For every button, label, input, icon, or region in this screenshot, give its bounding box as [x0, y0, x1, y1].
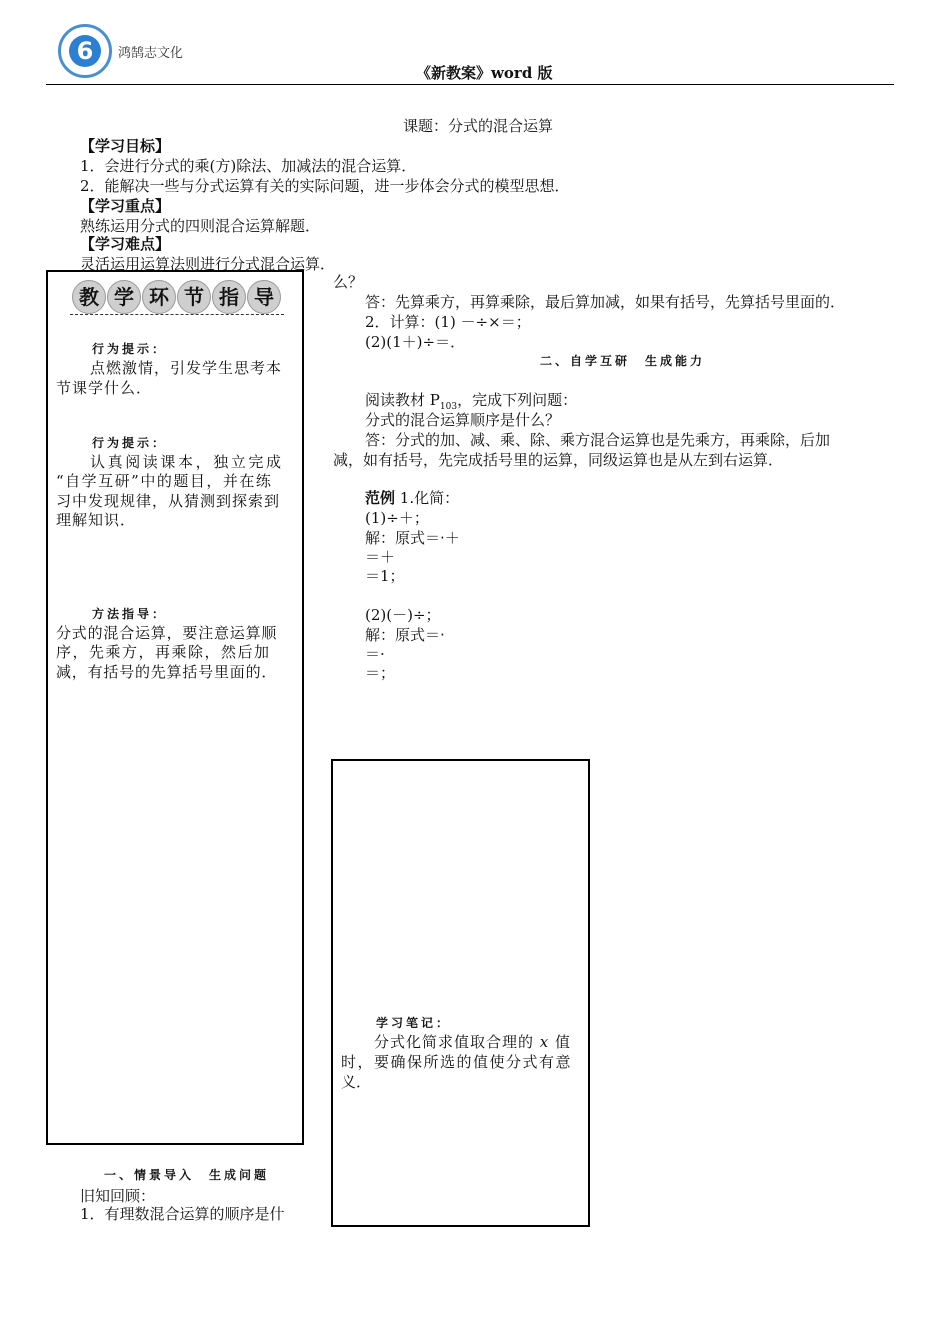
banner-char: 指	[212, 280, 246, 314]
review-question-1: 1．有理数混合运算的顺序是什	[80, 1205, 285, 1223]
banner-char: 环	[142, 280, 176, 314]
example-p2-step: 解：原式＝·	[365, 626, 445, 644]
notes-line1-pre: 分式化简求值取合理的	[374, 1033, 540, 1051]
logo-mark: 6	[69, 35, 101, 67]
example-p2-step: ＝·	[365, 645, 385, 663]
study-notes-box	[331, 759, 590, 1227]
lesson-title: 课题：分式的混合运算	[403, 117, 554, 135]
tip3-line: 减，有括号的先算括号里面的．	[56, 663, 278, 681]
header-divider	[46, 84, 894, 85]
tip2-line: “自学互研”中的题目，并在练	[56, 472, 273, 490]
example-label: 范例	[365, 489, 396, 507]
teaching-guide-banner	[72, 280, 282, 314]
example-label-rest: 1.化简：	[395, 489, 460, 507]
order-question: 分式的混合运算顺序是什么？	[365, 411, 561, 429]
tip1-line: 节课学什么．	[56, 379, 153, 397]
notes-title: 学习笔记：	[376, 1016, 452, 1030]
notes-line: 义．	[341, 1073, 372, 1091]
logo	[58, 24, 112, 78]
tip1-line: 点燃激情，引发学生思考本	[90, 359, 283, 377]
focus-heading: 【学习重点】	[80, 197, 171, 215]
tip3-title: 方法指导：	[92, 607, 168, 621]
banner-divider	[70, 314, 284, 315]
review-question-2b: (2)(1＋)÷＝．	[365, 333, 466, 351]
banner-char: 导	[247, 280, 281, 314]
read-page-number: 103	[439, 402, 458, 412]
example-p2-question: (2)(－)÷；	[365, 606, 441, 624]
tip3-line: 分式的混合运算，要注意运算顺	[56, 624, 278, 642]
review-question-1-cont: 么？	[333, 273, 364, 291]
tip2-line: 习中发现规律，从猜测到探索到	[56, 492, 281, 510]
banner-char: 节	[177, 280, 211, 314]
tip3-line: 序，先乘方，再乘除，然后加	[56, 643, 271, 661]
tip1-title: 行为提示：	[92, 342, 168, 356]
example-p1-step: 解：原式＝·＋	[365, 529, 460, 547]
notes-variable: x	[539, 1033, 550, 1051]
read-post: ，完成下列问题：	[457, 391, 578, 409]
notes-line: 时，要确保所选的值使分式有意	[341, 1053, 573, 1071]
goals-heading: 【学习目标】	[80, 137, 171, 155]
review-label: 旧知回顾：	[80, 1187, 156, 1205]
brand-name: 鸿鹄志文化	[118, 46, 184, 61]
notes-line	[374, 1032, 571, 1052]
order-answer-line1: 答：分式的加、减、乘、除、乘方混合运算也是先乘方，再乘除，后加	[365, 431, 831, 449]
tip2-title: 行为提示：	[92, 436, 168, 450]
read-pre: 阅读教材 P	[365, 391, 440, 409]
order-answer-line2: 减，如有括号，先完成括号里的运算，同级运算也是从左到右运算．	[333, 451, 784, 469]
review-question-2: 2．计算：(1) －÷×＝；	[365, 313, 531, 331]
tip2-line: 认真阅读课本，独立完成	[90, 453, 284, 471]
section2-heading: 二、自学互研 生成能力	[540, 354, 706, 368]
banner-char: 教	[72, 280, 106, 314]
example-p1-step: ＝＋	[365, 548, 396, 566]
banner-char: 学	[107, 280, 141, 314]
notes-line1-post: 值	[549, 1033, 572, 1051]
focus-text: 熟练运用分式的四则混合运算解题．	[80, 217, 321, 235]
tip2-line: 理解知识．	[56, 511, 137, 529]
teaching-guide-box	[46, 270, 304, 1145]
difficulty-heading: 【学习难点】	[80, 235, 171, 253]
section1-heading: 一、情景导入 生成问题	[104, 1168, 270, 1182]
goal-2: 2．能解决一些与分式运算有关的实际问题，进一步体会分式的模型思想．	[80, 177, 570, 195]
review-answer-1: 答：先算乘方，再算乘除，最后算加减，如果有括号，先算括号里面的．	[365, 293, 846, 311]
difficulty-text: 灵活运用运算法则进行分式混合运算．	[80, 255, 336, 273]
example-title	[365, 488, 459, 508]
example-p1-question: (1)÷＋；	[365, 509, 429, 527]
goal-1: 1．会进行分式的乘(方)除法、加减法的混合运算．	[80, 157, 417, 175]
example-p2-step: ＝；	[365, 664, 396, 682]
example-p1-step: ＝1；	[365, 567, 405, 585]
header-title: 《新教案》word 版	[416, 64, 553, 82]
